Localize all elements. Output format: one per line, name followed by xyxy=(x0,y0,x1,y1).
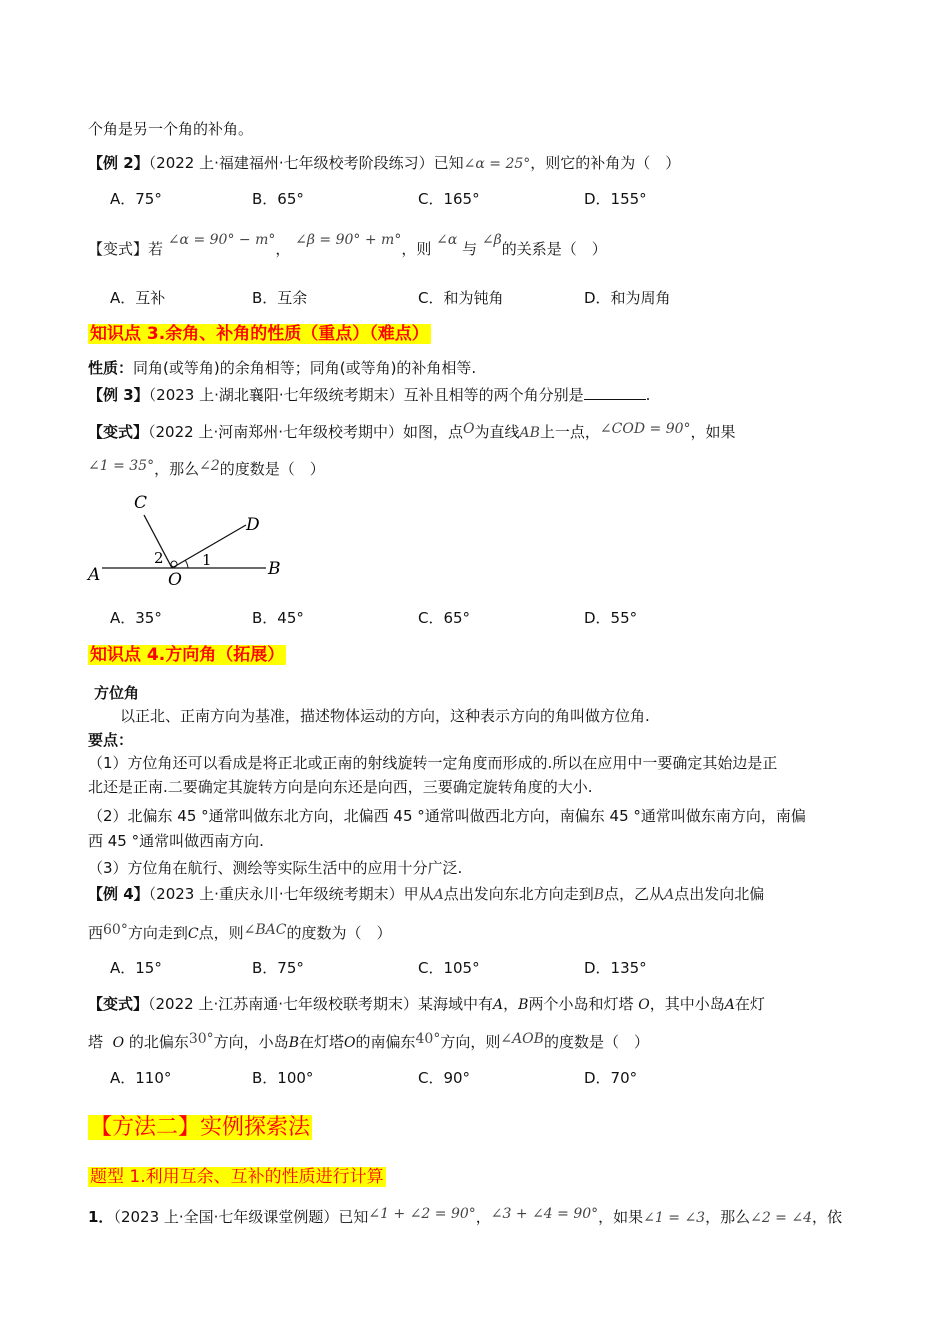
example-2-expr: ∠α = 25° xyxy=(463,156,531,172)
example-3-end: . xyxy=(645,386,651,404)
example-2-option-d[interactable]: D．155° xyxy=(584,190,647,208)
key-point-2-line-1: （2）北偏东 45 °通常叫做东北方向，北偏西 45 °通常叫做西北方向，南偏东 45 °通常叫做东南方向，南偏 xyxy=(88,807,806,825)
variant-3-island-a-2: A xyxy=(724,997,735,1013)
variant-1-alpha: ∠α xyxy=(436,232,458,248)
variant-1-option-b[interactable]: B．互余 xyxy=(252,289,308,307)
variant-3-option-b[interactable]: B．100° xyxy=(252,1069,314,1087)
angle-1-arc xyxy=(185,560,188,568)
variant-3-lighthouse-o-3: O xyxy=(344,1035,356,1051)
key-point-3: （3）方位角在航行、测绘等实际生活中的应用十分广泛. xyxy=(88,859,463,877)
variant-1-and: 与 xyxy=(462,240,478,258)
example-4-option-c[interactable]: C．105° xyxy=(418,959,480,977)
example-2-source: （2022 上·福建福州·七年级校考阶段练习）已知 xyxy=(148,154,464,172)
example-4-point-b: B xyxy=(593,887,605,903)
property-text: 同角(或等角)的余角相等；同角(或等角)的补角相等. xyxy=(133,359,477,377)
example-4-text-5: 西 xyxy=(88,924,104,942)
label-angle-2: 2 xyxy=(154,549,164,567)
variant-3-label: 【变式】 xyxy=(88,995,149,1013)
variant-3-text-9: 的南偏东 xyxy=(355,1033,416,1051)
property-label: 性质： xyxy=(88,359,134,377)
variant-2-text-3: 上一点， xyxy=(539,423,600,441)
variant-1-expr-beta: ∠β = 90° + m° xyxy=(295,232,402,248)
example-4-option-d[interactable]: D．135° xyxy=(584,959,647,977)
variant-2-angle-cod: ∠COD = 90° xyxy=(599,421,691,437)
variant-2-text-5: ，那么 xyxy=(154,460,200,478)
variant-3-comma: ， xyxy=(503,995,519,1013)
example-4-text-8: 的度数为（ ） xyxy=(286,924,392,942)
variant-1-tail: 的关系是（ ） xyxy=(501,240,607,258)
knowledge-point-3-heading xyxy=(88,322,431,346)
example-4-angle-bac: ∠BAC xyxy=(243,922,287,938)
example-2-option-b[interactable]: B．65° xyxy=(252,190,304,208)
example-3-label: 【例 3】 xyxy=(88,386,149,404)
key-point-1-line-1: （1）方位角还可以看成是将正北或正南的射线旋转一定角度而形成的.所以在应用中一要确定其始边是正 xyxy=(88,754,778,772)
example-2-label: 【例 2】 xyxy=(88,154,149,172)
variant-2-option-a[interactable]: A．35° xyxy=(110,609,162,627)
example-2-tail: ，则它的补角为（ ） xyxy=(530,154,681,172)
variant-3-text-11: 的度数是（ ） xyxy=(543,1033,649,1051)
example-4-label: 【例 4】 xyxy=(88,885,149,903)
label-angle-1: 1 xyxy=(202,551,212,569)
variant-3-text-5: 塔 xyxy=(88,1033,104,1051)
example-3-question xyxy=(88,384,650,406)
label-b: B xyxy=(268,559,281,579)
question-1-text-4: ，依 xyxy=(812,1208,843,1226)
variant-1-option-c[interactable]: C．和为钝角 xyxy=(418,289,504,307)
variant-1-label: 【变式】 xyxy=(88,240,149,258)
variant-1-option-d[interactable]: D．和为周角 xyxy=(584,289,671,307)
variant-3-option-a[interactable]: A．110° xyxy=(110,1069,172,1087)
key-points-label: 要点： xyxy=(88,731,134,749)
example-4-degree: 60° xyxy=(103,922,128,938)
key-point-1-line-2: 北还是正南.二要确定其旋转方向是向东还是向西，三要确定旋转角度的大小. xyxy=(88,778,593,796)
example-3-text: （2023 上·湖北襄阳·七年级统考期末）互补且相等的两个角分别是 xyxy=(148,386,584,404)
variant-3-angle-aob: ∠AOB xyxy=(500,1031,544,1047)
example-4-text-2: 点出发向东北方向走到 xyxy=(443,885,594,903)
azimuth-definition: 以正北、正南方向为基准，描述物体运动的方向，这种表示方向的角叫做方位角. xyxy=(120,707,650,725)
variant-2-text-1: （2022 上·河南郑州·七年级校考期中）如图，点 xyxy=(148,423,463,441)
example-4-text-1: （2023 上·重庆永川·七年级统考期末）甲从 xyxy=(148,885,434,903)
question-1-expr-3: ∠1 = ∠3 xyxy=(643,1210,706,1226)
label-o: O xyxy=(168,570,182,588)
variant-3-text-7: 方向，小岛 xyxy=(213,1033,289,1051)
knowledge-point-4-heading xyxy=(88,643,286,667)
label-a: A xyxy=(88,565,101,585)
method-2-heading-text: 【方法二】实例探索法 xyxy=(90,1115,311,1140)
variant-2-option-c[interactable]: C．65° xyxy=(418,609,471,627)
variant-3-lighthouse-o: O xyxy=(638,997,650,1013)
type-1-heading xyxy=(88,1165,386,1189)
example-4-text-3: 点，乙从 xyxy=(604,885,665,903)
variant-1-question xyxy=(88,232,607,261)
variant-3-degree-1: 30° xyxy=(188,1031,214,1047)
question-1-expr-4: ∠2 = ∠4 xyxy=(750,1210,812,1226)
method-2-heading xyxy=(88,1113,312,1143)
variant-1-beta: ∠β xyxy=(481,232,502,248)
variant-2-line-ab: AB xyxy=(519,425,540,441)
type-1-heading-text: 题型 1.利用互余、互补的性质进行计算 xyxy=(90,1167,384,1187)
variant-3-text-10: 方向，则 xyxy=(440,1033,501,1051)
variant-3-island-a: A xyxy=(493,997,504,1013)
variant-3-text-4: 在灯 xyxy=(734,995,765,1013)
variant-1-expr-alpha: ∠α = 90° − m° xyxy=(167,232,276,248)
example-4-option-a[interactable]: A．15° xyxy=(110,959,162,977)
variant-2-question-line-2 xyxy=(88,458,325,481)
question-1-text-3: ，那么 xyxy=(705,1208,751,1226)
example-4-point-a-2: A xyxy=(664,887,675,903)
variant-2-text-2: 为直线 xyxy=(474,423,520,441)
example-2-option-a[interactable]: A．75° xyxy=(110,190,162,208)
example-4-point-a: A xyxy=(433,887,444,903)
azimuth-subheading: 方位角 xyxy=(94,684,140,702)
variant-1-mid: ，则 xyxy=(401,240,432,258)
question-1-expr-1: ∠1 + ∠2 = 90° xyxy=(368,1206,476,1222)
question-1-text-2: ，如果 xyxy=(598,1208,644,1226)
knowledge-point-3-heading-text: 知识点 3.余角、补角的性质（重点）（难点） xyxy=(90,324,429,344)
example-2-question xyxy=(88,152,680,175)
key-point-2-line-2: 西 45 °通常叫做西南方向. xyxy=(88,832,264,850)
variant-3-option-d[interactable]: D．70° xyxy=(584,1069,638,1087)
variant-1-sep: ， xyxy=(275,240,291,258)
variant-3-text-3: ，其中小岛 xyxy=(649,995,725,1013)
variant-3-island-b: B xyxy=(518,997,529,1013)
question-1-sep: ， xyxy=(475,1208,491,1226)
example-4-line-2 xyxy=(88,922,391,945)
variant-3-lighthouse-o-2: O xyxy=(112,1035,125,1051)
question-1-text-1: （2023 上·全国·七年级课堂例题）已知 xyxy=(113,1208,369,1226)
example-4-option-b[interactable]: B．75° xyxy=(252,959,304,977)
variant-3-text-6: 的北偏东 xyxy=(128,1033,189,1051)
variant-2-angle-1: ∠1 = 35° xyxy=(88,458,155,474)
property-line xyxy=(88,357,476,379)
label-c: C xyxy=(134,493,148,513)
example-2-option-c[interactable]: C．165° xyxy=(418,190,480,208)
variant-2-option-b[interactable]: B．45° xyxy=(252,609,304,627)
label-d: D xyxy=(246,515,260,535)
variant-3-text-2: 两个小岛和灯塔 xyxy=(528,995,634,1013)
variant-2-point-o: O xyxy=(463,421,475,437)
variant-2-angle-2: ∠2 xyxy=(199,458,220,474)
question-1-number: 1． xyxy=(88,1208,114,1226)
example-4-text-4: 点出发向北偏 xyxy=(674,885,765,903)
variant-2-label: 【变式】 xyxy=(88,423,149,441)
variant-2-text-4: ，如果 xyxy=(690,423,736,441)
angle-figure xyxy=(84,488,294,588)
answer-blank[interactable] xyxy=(584,385,646,400)
example-4-point-c: C xyxy=(187,926,199,942)
variant-2-option-d[interactable]: D．55° xyxy=(584,609,638,627)
variant-2-text-6: 的度数是（ ） xyxy=(219,460,325,478)
variant-3-line-1 xyxy=(88,993,765,1016)
knowledge-point-4-heading-text: 知识点 4.方向角（拓展） xyxy=(90,645,285,665)
example-4-text-6: 方向走到 xyxy=(127,924,188,942)
variant-3-island-b-2: B xyxy=(288,1035,299,1051)
variant-3-line-2 xyxy=(88,1031,649,1054)
example-4-line-1 xyxy=(88,883,764,906)
variant-1-pre: 若 xyxy=(148,240,164,258)
variant-3-option-c[interactable]: C．90° xyxy=(418,1069,471,1087)
question-1 xyxy=(88,1206,842,1229)
variant-1-option-a[interactable]: A．互补 xyxy=(110,289,166,307)
variant-2-question-line-1 xyxy=(88,421,736,444)
variant-3-text-8: 在灯塔 xyxy=(298,1033,344,1051)
variant-3-text-1: （2022 上·江苏南通·七年级校联考期末）某海域中有 xyxy=(148,995,493,1013)
variant-3-degree-2: 40° xyxy=(415,1031,441,1047)
question-1-expr-2: ∠3 + ∠4 = 90° xyxy=(490,1206,599,1222)
example-4-text-7: 点，则 xyxy=(198,924,244,942)
intro-tail: 个角是另一个角的补角。 xyxy=(88,120,254,138)
